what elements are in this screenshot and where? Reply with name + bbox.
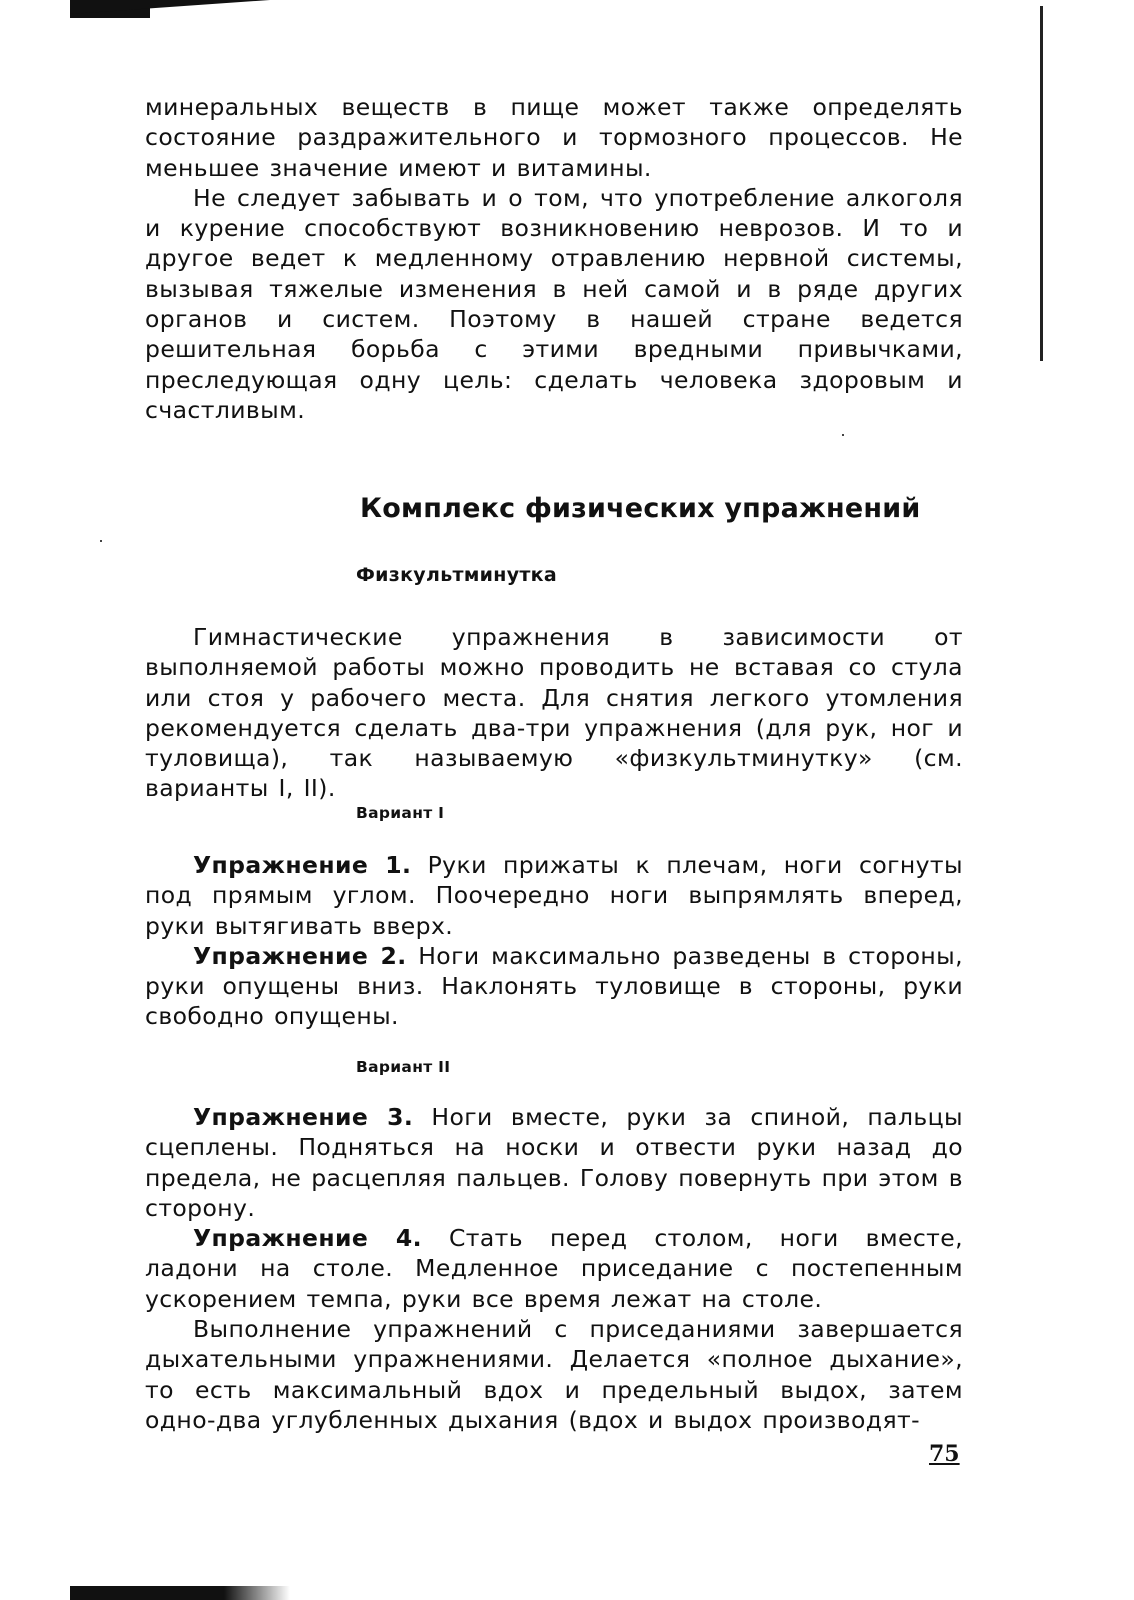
exercise-2-label: Упражнение 2. [193, 941, 407, 970]
exercise-3 [145, 1102, 963, 1223]
scan-artifact-top-wedge [70, 0, 270, 14]
variant-2-heading: Вариант II [356, 1058, 451, 1076]
scan-artifact-bottom [70, 1586, 290, 1600]
subsection-heading: Физкультминутка [356, 564, 558, 586]
exercise-4-text: Стать перед столом, ноги вместе, ладони на столе. Медленное приседание с постепенным ускорением темпа, руки все время лежат на столе. [145, 1224, 963, 1313]
section-heading: Комплекс физических упражнений [360, 493, 921, 524]
paragraph-intro: Гимнастические упражнения в зависимости от выполняемой работы можно проводить не вставая со стула или стоя у рабочего места. Для снятия легкого утомления рекомендуется сделать два-три упражнения (для рук, ног и туловища), так называемую «физкультминутку» (см. варианты I, II). [145, 623, 963, 803]
text-block-variant-1 [145, 850, 963, 1032]
scan-artifact-edge-line [1040, 6, 1043, 361]
exercise-1 [145, 850, 963, 941]
exercise-3-label: Упражнение 3. [193, 1103, 414, 1131]
exercise-2 [145, 941, 963, 1032]
exercise-4-label: Упражнение 4. [193, 1224, 422, 1253]
text-block-variant-2 [145, 1102, 963, 1435]
exercise-4 [145, 1223, 963, 1314]
exercise-1-text: Руки прижаты к плечам, ноги согнуты под прямым углом. Поочередно ноги выпрямлять вперед, руки вытягивать вверх. [145, 851, 963, 940]
paragraph-alcohol: Не следует забывать и о том, что употребление алкоголя и курение способствуют возникновению неврозов. И то и другое ведет к медленному отравлению нервной системы, вызывая тяжелые изменения в ней самой и в ряде других органов и систем. Поэтому в нашей стране ведется решительная борьба с этими вредными привычками, преследующая одну цель: сделать человека здоровым и счастливым. [145, 183, 963, 424]
exercise-1-label: Упражнение 1. [193, 851, 412, 879]
variant-1-heading: Вариант I [356, 804, 445, 822]
page-number: 75 [929, 1441, 960, 1467]
paragraph-minerals: минеральных веществ в пище может также определять состояние раздражительного и тормозного процессов. Не меньшее значение имеют и витамины. [145, 93, 963, 182]
exercise-2-text: Ноги максимально разведены в стороны, руки опущены вниз. Наклонять туловище в стороны, руки свободно опущены. [145, 941, 963, 1031]
paragraph-breathing: Выполнение упражнений с приседаниями завершается дыхательными упражнениями. Делается «полное дыхание», то есть максимальный вдох и предельный выдох, затем одно-два углубленных дыхания (вдох и выдох производят- [145, 1315, 963, 1434]
text-block-top [145, 92, 963, 425]
text-block-intro [145, 622, 963, 804]
scan-speck [100, 540, 102, 542]
exercise-3-text: Ноги вместе, руки за спиной, пальцы сцеплены. Подняться на носки и отвести руки назад до предела, не расцепляя пальцев. Голову повернуть при этом в сторону. [145, 1103, 963, 1222]
scan-speck [842, 434, 844, 436]
